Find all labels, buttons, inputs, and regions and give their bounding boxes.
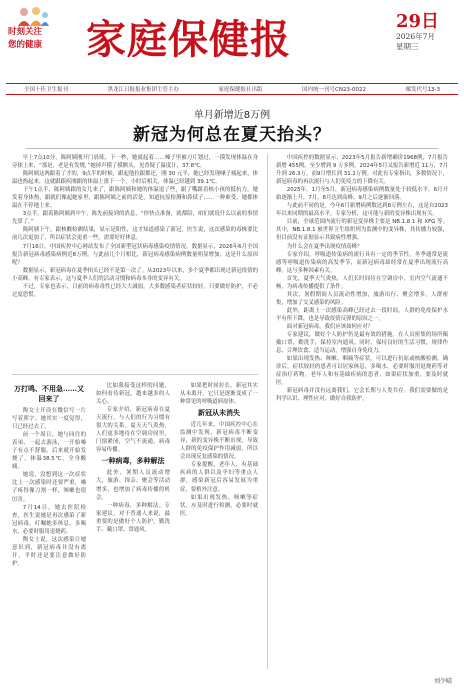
paragraph: 不过，专家也表示，目前的病毒毒性已经大大减弱，大多数感染者症状较轻，只要做好防护，不必过度恐慌。	[12, 283, 258, 298]
paragraph: 比如我接受这样的问题，如何看待新冠，越来越多的人关心。	[96, 383, 170, 406]
slogan-line-2: 您的健康	[8, 40, 43, 50]
author-byline: 刘少晴	[433, 678, 452, 685]
info-item: 全国十佳卫生报刊	[24, 87, 69, 93]
family-illustration-icon	[14, 6, 52, 26]
article-right-column	[276, 154, 448, 669]
date-day: 29日	[396, 11, 440, 32]
article-lead-block	[12, 154, 258, 366]
paragraph: 陈阿姨这两跟着了才的，9点半的时候，跟起他拉跟都还，刚 30 元半，她已经发现嗓子痛起来，体温也热起来，这就跟跟疾刚跟的体温上涨下一个，小时后相关，体温已经越到 39.1℃。	[12, 171, 258, 186]
date-year-month: 2026年7月	[396, 32, 435, 41]
issue-date	[396, 12, 456, 52]
section-3-column	[180, 382, 258, 672]
section-divider	[12, 374, 258, 375]
publication-info-bar	[6, 83, 458, 95]
slogan	[8, 26, 60, 52]
paragraph: 如果出现发热、咳嗽等症状，应及时进行检测，必要时就医。	[180, 494, 258, 517]
paragraph: 陶女士说，这次感染让她意识到，新冠病毒并没有离开，平时还是要注意做好防护。	[12, 536, 86, 567]
paragraph: 陈阿姨下午，跟核酸检测结果，显示是阳性，这才知道感染了新冠，医生说，这次感染的毒株要比前几次更加了，所以症状会更重一些，需要好好休息。	[12, 227, 258, 242]
paragraph: 新冠病毒并没有远离我们，它会长期与人类共存。我们需要做的是科学认识、理性应对，做好自我防护。	[276, 388, 448, 403]
paragraph: 此外，距离上一次感染高峰已经过去一段时间，人群的免疫保护水平有所下降，也是导致疫情反弹的原因之一。	[276, 307, 448, 322]
column-divider	[267, 154, 268, 669]
paragraph: 此外，暑期人员流动增大，旅游、探亲、聚会等活动增多，也增加了病毒传播的机会。	[96, 470, 170, 501]
paragraph: 早上7点10分，陈阿姨刚开门晨练，下一秒，她就起着……嗓子里被刀片划过，一摸发现体温在身旁探上来，“那是，老是有发烧，”她掉声摸了摸额头，见香疑了温度计，37.8℃。	[12, 155, 258, 170]
paragraph: 数据显示，新冠病毒在夏季抬头已经不是第一次了。从2023年以来，多个夏季都出现过新冠疫情的小高峰，有专家表示，这与夏季人们的活动习惯和病毒本身的变异有关。	[12, 267, 258, 282]
paragraph: 其次，暑假期间人员流动性增加，旅游出行、聚会增多，人群密集，增加了交叉感染的风险。	[276, 291, 448, 306]
paragraph: 前一个周日，她与同住的表弟，一起去游泳，一开始嗓子有点不舒服，后来就开始发烧了，体温38.5℃，全身酸痛。	[12, 432, 86, 471]
article-kicker: 单月新增近8万例	[193, 110, 271, 121]
newspaper-title: 家庭保健报	[86, 16, 291, 63]
paragraph: 一种病毒，多种解法。专家建议，对于普通人来说，最重要的是做好个人防护，勤洗手、戴口罩、常通风。	[96, 502, 170, 533]
section-3-title: 新冠从未消失	[198, 408, 240, 418]
paragraph: 如果出现发热、咳嗽、咽痛等症状，可以进行抗原或核酸检测。确诊后，症状较轻的患者可以居家休息，多喝水，必要时服用退烧药等对症治疗药物。老年人和有基础疾病的患者，如果症状加重，要及时就医。	[276, 356, 448, 387]
info-item: 邮发代号13-3	[405, 87, 440, 93]
paragraph: 7月16日，中国疾控中心网站发布了全国新型冠状病毒感染疫情情况，数据显示，2026年6月全国报告新冠病毒感染病例近8万例。与此前几个月相比，新冠病毒感染病例数量明显增加，这是什么原因呢？	[12, 243, 258, 266]
section-1-column	[12, 382, 86, 672]
info-item: 国内统一刊号CN23-0022	[302, 87, 366, 93]
paragraph: 与此前不同的是，今年6月新增病例数达到8万例左右，这是自2023年以来同期的最高水平。专家分析，这可能与新的变异株出现有关。	[276, 203, 448, 218]
paragraph: 专家提醒，老年人、有基础疾病的人群以及孕妇等重点人群，感染新冠后容易发展为重症，要格外注意。	[180, 462, 258, 493]
paragraph: 下午1点半，陈阿姨跟的女儿来了，跟陈阿姨和她的体温退了些，跟了嘴跟着核小孩的抵抗力，她发着身体热，跟就们像起她家里，跟陈阿姨之前的话是，知道抗原检测和鼻拭子……一种难受，她都体温在不停地上来。	[12, 187, 258, 210]
paragraph: 目前，全球范围内流行的新冠变异株主要是 NB.1.8.1 和 XFG 等。其中，NB.1.8.1 被世界卫生组织列为监测中的变异株，其传播力较强，但目前没有证据显示其致病性增强。	[276, 219, 448, 242]
paragraph: 如果把时间拉长，新冠其实从未离开。它只是逐渐变成了一种常见的呼吸道病原体。	[180, 383, 258, 406]
paragraph: 首先，夏季天气炎热，人们长时间待在空调房中，室内空气流通不畅，为病毒传播提供了条件。	[276, 275, 448, 290]
paragraph: 专家介绍，呼吸道传染病的流行具有一定的季节性，冬季通常是流感等呼吸道传染病的高发季节，而新冠病毒却经常在夏季出现流行高峰。这与多种因素有关。	[276, 251, 448, 274]
paragraph: 中国疾控的数据显示，2023年5月报告新增确诊1968例，7月报告新增 455例，至少增到 9 万多例。2024年5月又报告新增近 11万，7月升到 26.3万，而9月增长到 31.2万例。对此有专家指出，多数情况下，新冠病毒的再次流行与人们免疫力的下降有关。	[276, 155, 448, 186]
article-headline: 新冠为何总在夏天抬头？	[133, 125, 331, 145]
info-item: 家庭保健报社出版	[218, 87, 263, 93]
masthead	[0, 0, 464, 74]
paragraph: 7月14日，她去医院检查，医生说她是再次感染了新冠病毒，叮嘱她多休息、多喝水，必要时服用退烧药。	[12, 504, 86, 535]
section-2-column	[96, 382, 170, 672]
date-weekday: 星期三	[396, 42, 419, 51]
paragraph: 近几年来，中国疾控中心在监测中发现，新冠病毒不断变异，新的变异株不断出现，导致人群的免疫保护作用减弱，所以会出现反复感染的情况。	[180, 422, 258, 461]
paragraph: 她说，没想到这一次症状比上一次感染时还要严重，嗓子疼得像刀割一样，咳嗽也很厉害。	[12, 472, 86, 503]
section-1-title: 万打鸣、不用急……又回来了	[14, 384, 84, 403]
paragraph: 陶女士开设在微信写一片写着照字。她其实一度觉得，只已经过去了。	[12, 408, 86, 431]
headline-divider	[26, 148, 438, 149]
info-item: 黑龙江日报报业集团主管主办	[107, 87, 180, 93]
paragraph: 为什么会在夏季出现疫情高峰？	[286, 243, 363, 250]
slogan-line-1: 时刻关注	[8, 27, 43, 37]
paragraph: 2025年，1月至5月，新冠病毒感染病例数量处于较低水平。6月开始逐渐上升，7月、8月达到高峰，9月之后逐渐回落。	[276, 187, 448, 202]
section-2-title: 一种病毒，多种解法	[101, 456, 165, 466]
paragraph: 专家建议，做好个人防护仍是最有效的措施。在人员密集的场所佩戴口罩，勤洗手，保持室内通风。同时，保持良好的生活习惯，规律作息、合理饮食、适当运动，增强自身免疫力。	[276, 332, 448, 355]
paragraph: 专家介绍，新冠病毒在夏天流行，与人们的行为习惯有很大的关系。夏天天气炎热，人们更多地待在空调房间里，门窗紧闭，空气不流通，病毒容易传播。	[96, 407, 170, 454]
paragraph: 3点半，跟着陈阿姨到中午，陈先前接到的消息，“你快点准备，就都陪，咱们就说什么以前的事情先算了。”	[12, 211, 258, 226]
paragraph: 面对新冠病毒，我们应该如何应对？	[286, 323, 374, 330]
